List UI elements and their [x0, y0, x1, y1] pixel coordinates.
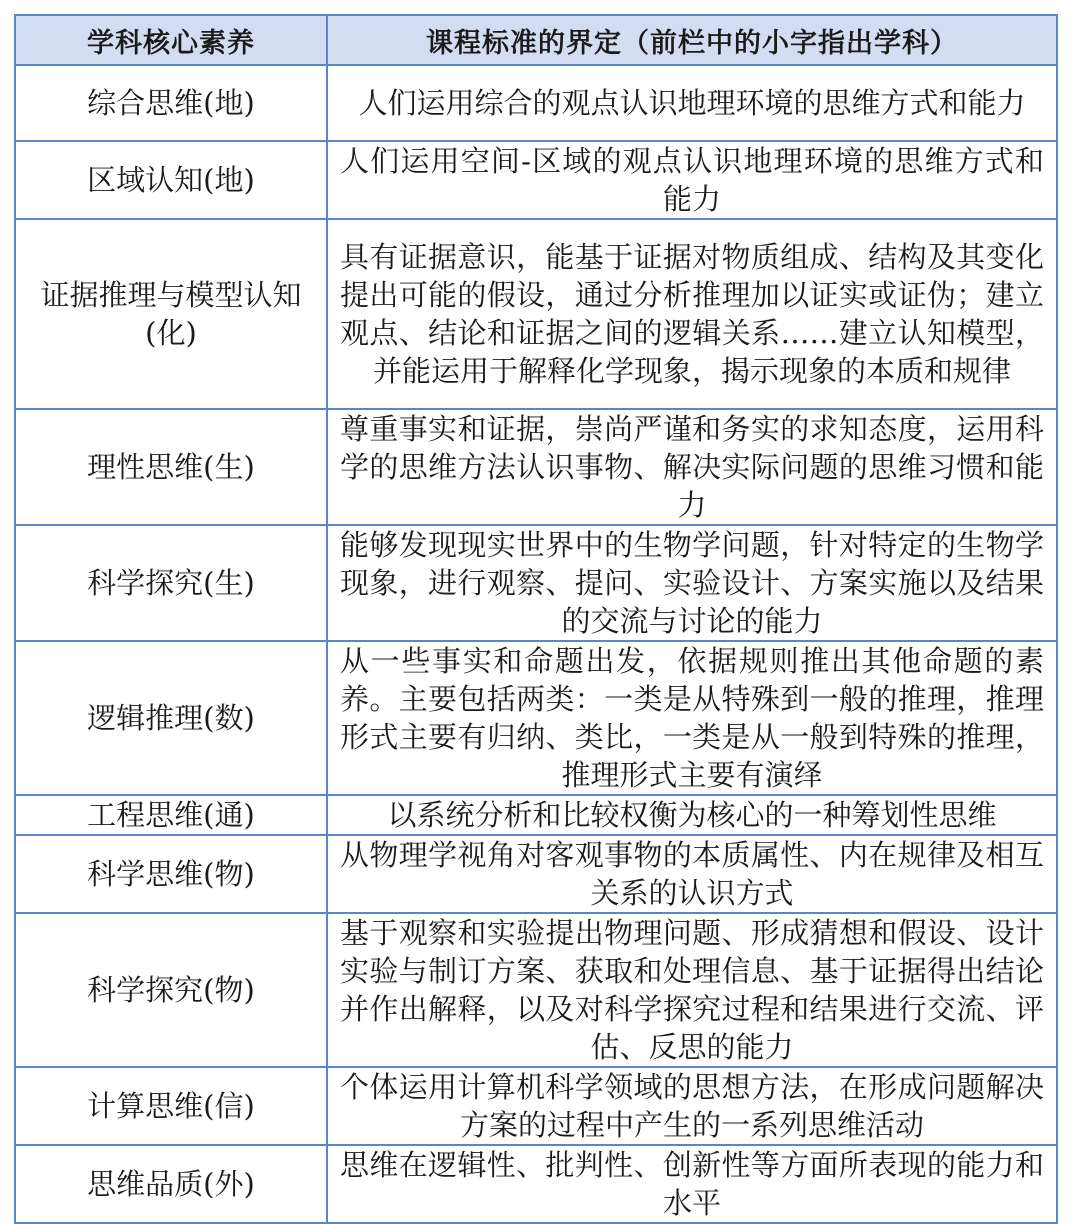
literacy-definition: 具有证据意识，能基于证据对物质组成、结构及其变化提出可能的假设，通过分析推理加以证实或证伪；建立观点、结论和证据之间的逻辑关系……建立认知模型，并能运用于解释化学现象，揭示现象的本质和规律 — [327, 219, 1057, 409]
header-literacy: 学科核心素养 — [15, 15, 327, 65]
header-row — [15, 15, 1057, 65]
literacy-name: 逻辑推理(数) — [15, 641, 327, 795]
literacy-definition: 人们运用空间-区域的观点认识地理环境的思维方式和能力 — [327, 141, 1057, 219]
literacy-name: 证据推理与模型认知(化) — [15, 219, 327, 409]
literacy-definition: 基于观察和实验提出物理问题、形成猜想和假设、设计实验与制订方案、获取和处理信息、基于证据得出结论并作出解释，以及对科学探究过程和结果进行交流、评估、反思的能力 — [327, 913, 1057, 1067]
literacy-definition: 能够发现现实世界中的生物学问题，针对特定的生物学现象，进行观察、提问、实验设计、方案实施以及结果的交流与讨论的能力 — [327, 525, 1057, 641]
literacy-name: 区域认知(地) — [15, 141, 327, 219]
table-row — [15, 1145, 1057, 1223]
literacy-name: 科学探究(生) — [15, 525, 327, 641]
table-row — [15, 913, 1057, 1067]
literacy-name: 科学思维(物) — [15, 835, 327, 913]
header-definition: 课程标准的界定（前栏中的小字指出学科） — [327, 15, 1057, 65]
literacy-name: 计算思维(信) — [15, 1067, 327, 1145]
literacy-name: 科学探究(物) — [15, 913, 327, 1067]
literacy-name: 理性思维(生) — [15, 409, 327, 525]
literacy-definition: 从一些事实和命题出发，依据规则推出其他命题的素养。主要包括两类：一类是从特殊到一般的推理，推理形式主要有归纳、类比，一类是从一般到特殊的推理，推理形式主要有演绎 — [327, 641, 1057, 795]
table-row — [15, 141, 1057, 219]
literacy-definition: 个体运用计算机科学领域的思想方法，在形成问题解决方案的过程中产生的一系列思维活动 — [327, 1067, 1057, 1145]
literacy-name: 思维品质(外) — [15, 1145, 327, 1223]
table-row — [15, 795, 1057, 835]
table-row — [15, 65, 1057, 141]
table-row — [15, 1067, 1057, 1145]
literacy-definition: 从物理学视角对客观事物的本质属性、内在规律及相互关系的认识方式 — [327, 835, 1057, 913]
literacy-definition: 人们运用综合的观点认识地理环境的思维方式和能力 — [327, 65, 1057, 141]
literacy-definition: 尊重事实和证据，崇尚严谨和务实的求知态度，运用科学的思维方法认识事物、解决实际问题的思维习惯和能力 — [327, 409, 1057, 525]
table-row — [15, 525, 1057, 641]
literacy-definition: 以系统分析和比较权衡为核心的一种筹划性思维 — [327, 795, 1057, 835]
literacy-definition: 思维在逻辑性、批判性、创新性等方面所表现的能力和水平 — [327, 1145, 1057, 1223]
core-literacy-table — [14, 14, 1058, 1224]
table-row — [15, 641, 1057, 795]
literacy-name: 工程思维(通) — [15, 795, 327, 835]
table-row — [15, 219, 1057, 409]
table-row — [15, 835, 1057, 913]
table-row — [15, 409, 1057, 525]
literacy-name: 综合思维(地) — [15, 65, 327, 141]
